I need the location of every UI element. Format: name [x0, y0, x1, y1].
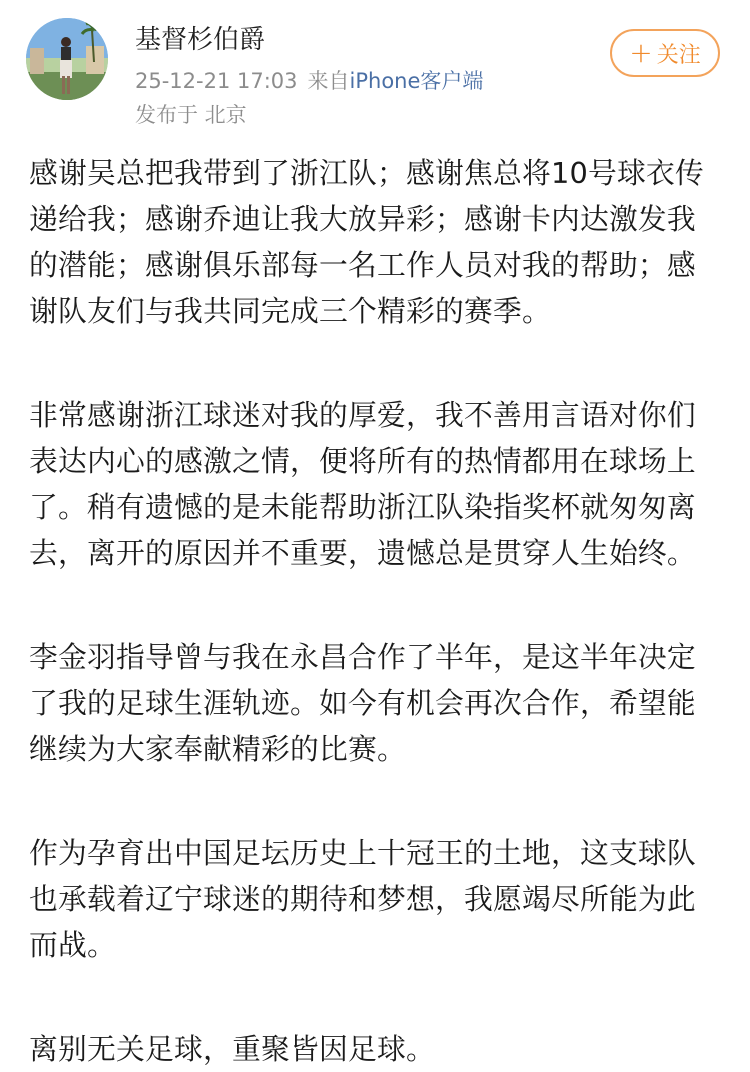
author-name[interactable]: 基督杉伯爵 — [135, 25, 266, 55]
post-meta — [135, 66, 483, 96]
post-header — [0, 0, 750, 140]
post-paragraph-5: 离别无关足球，重聚皆因足球。 — [29, 1032, 435, 1066]
post-paragraph-1: 感谢吴总把我带到了浙江队；感谢焦总将10号球衣传递给我；感谢乔迪让我大放异彩；感谢卡内达激发我的潜能；感谢俱乐部每一名工作人员对我的帮助；感谢队友们与我共同完成三个精彩的赛季。 — [29, 156, 704, 328]
plus-icon: + — [629, 36, 653, 69]
post-paragraph-2: 非常感谢浙江球迷对我的厚爱，我不善用言语对你们表达内心的感激之情，便将所有的热情都用在球场上了。稍有遗憾的是未能帮助浙江队染指奖杯就匆匆离去，离开的原因并不重要，遗憾总是贯穿人生始终。 — [29, 398, 696, 570]
source-prefix: 来自 — [307, 69, 350, 93]
post-location: 发布于 北京 — [135, 103, 247, 127]
follow-label: 关注 — [656, 42, 701, 68]
post-paragraph-4: 作为孕育出中国足坛历史上十冠王的土地，这支球队也承载着辽宁球迷的期待和梦想，我愿竭尽所能为此而战。 — [29, 836, 696, 962]
post-body — [29, 150, 719, 1072]
post-timestamp: 25-12-21 17:03 — [135, 69, 298, 93]
post-paragraph-3: 李金羽指导曾与我在永昌合作了半年，是这半年决定了我的足球生涯轨迹。如今有机会再次合作，希望能继续为大家奉献精彩的比赛。 — [29, 640, 696, 766]
follow-button[interactable] — [610, 29, 720, 77]
avatar-photo-icon — [26, 18, 108, 100]
source-device-link[interactable]: iPhone客户端 — [349, 69, 484, 93]
avatar[interactable] — [26, 18, 108, 100]
